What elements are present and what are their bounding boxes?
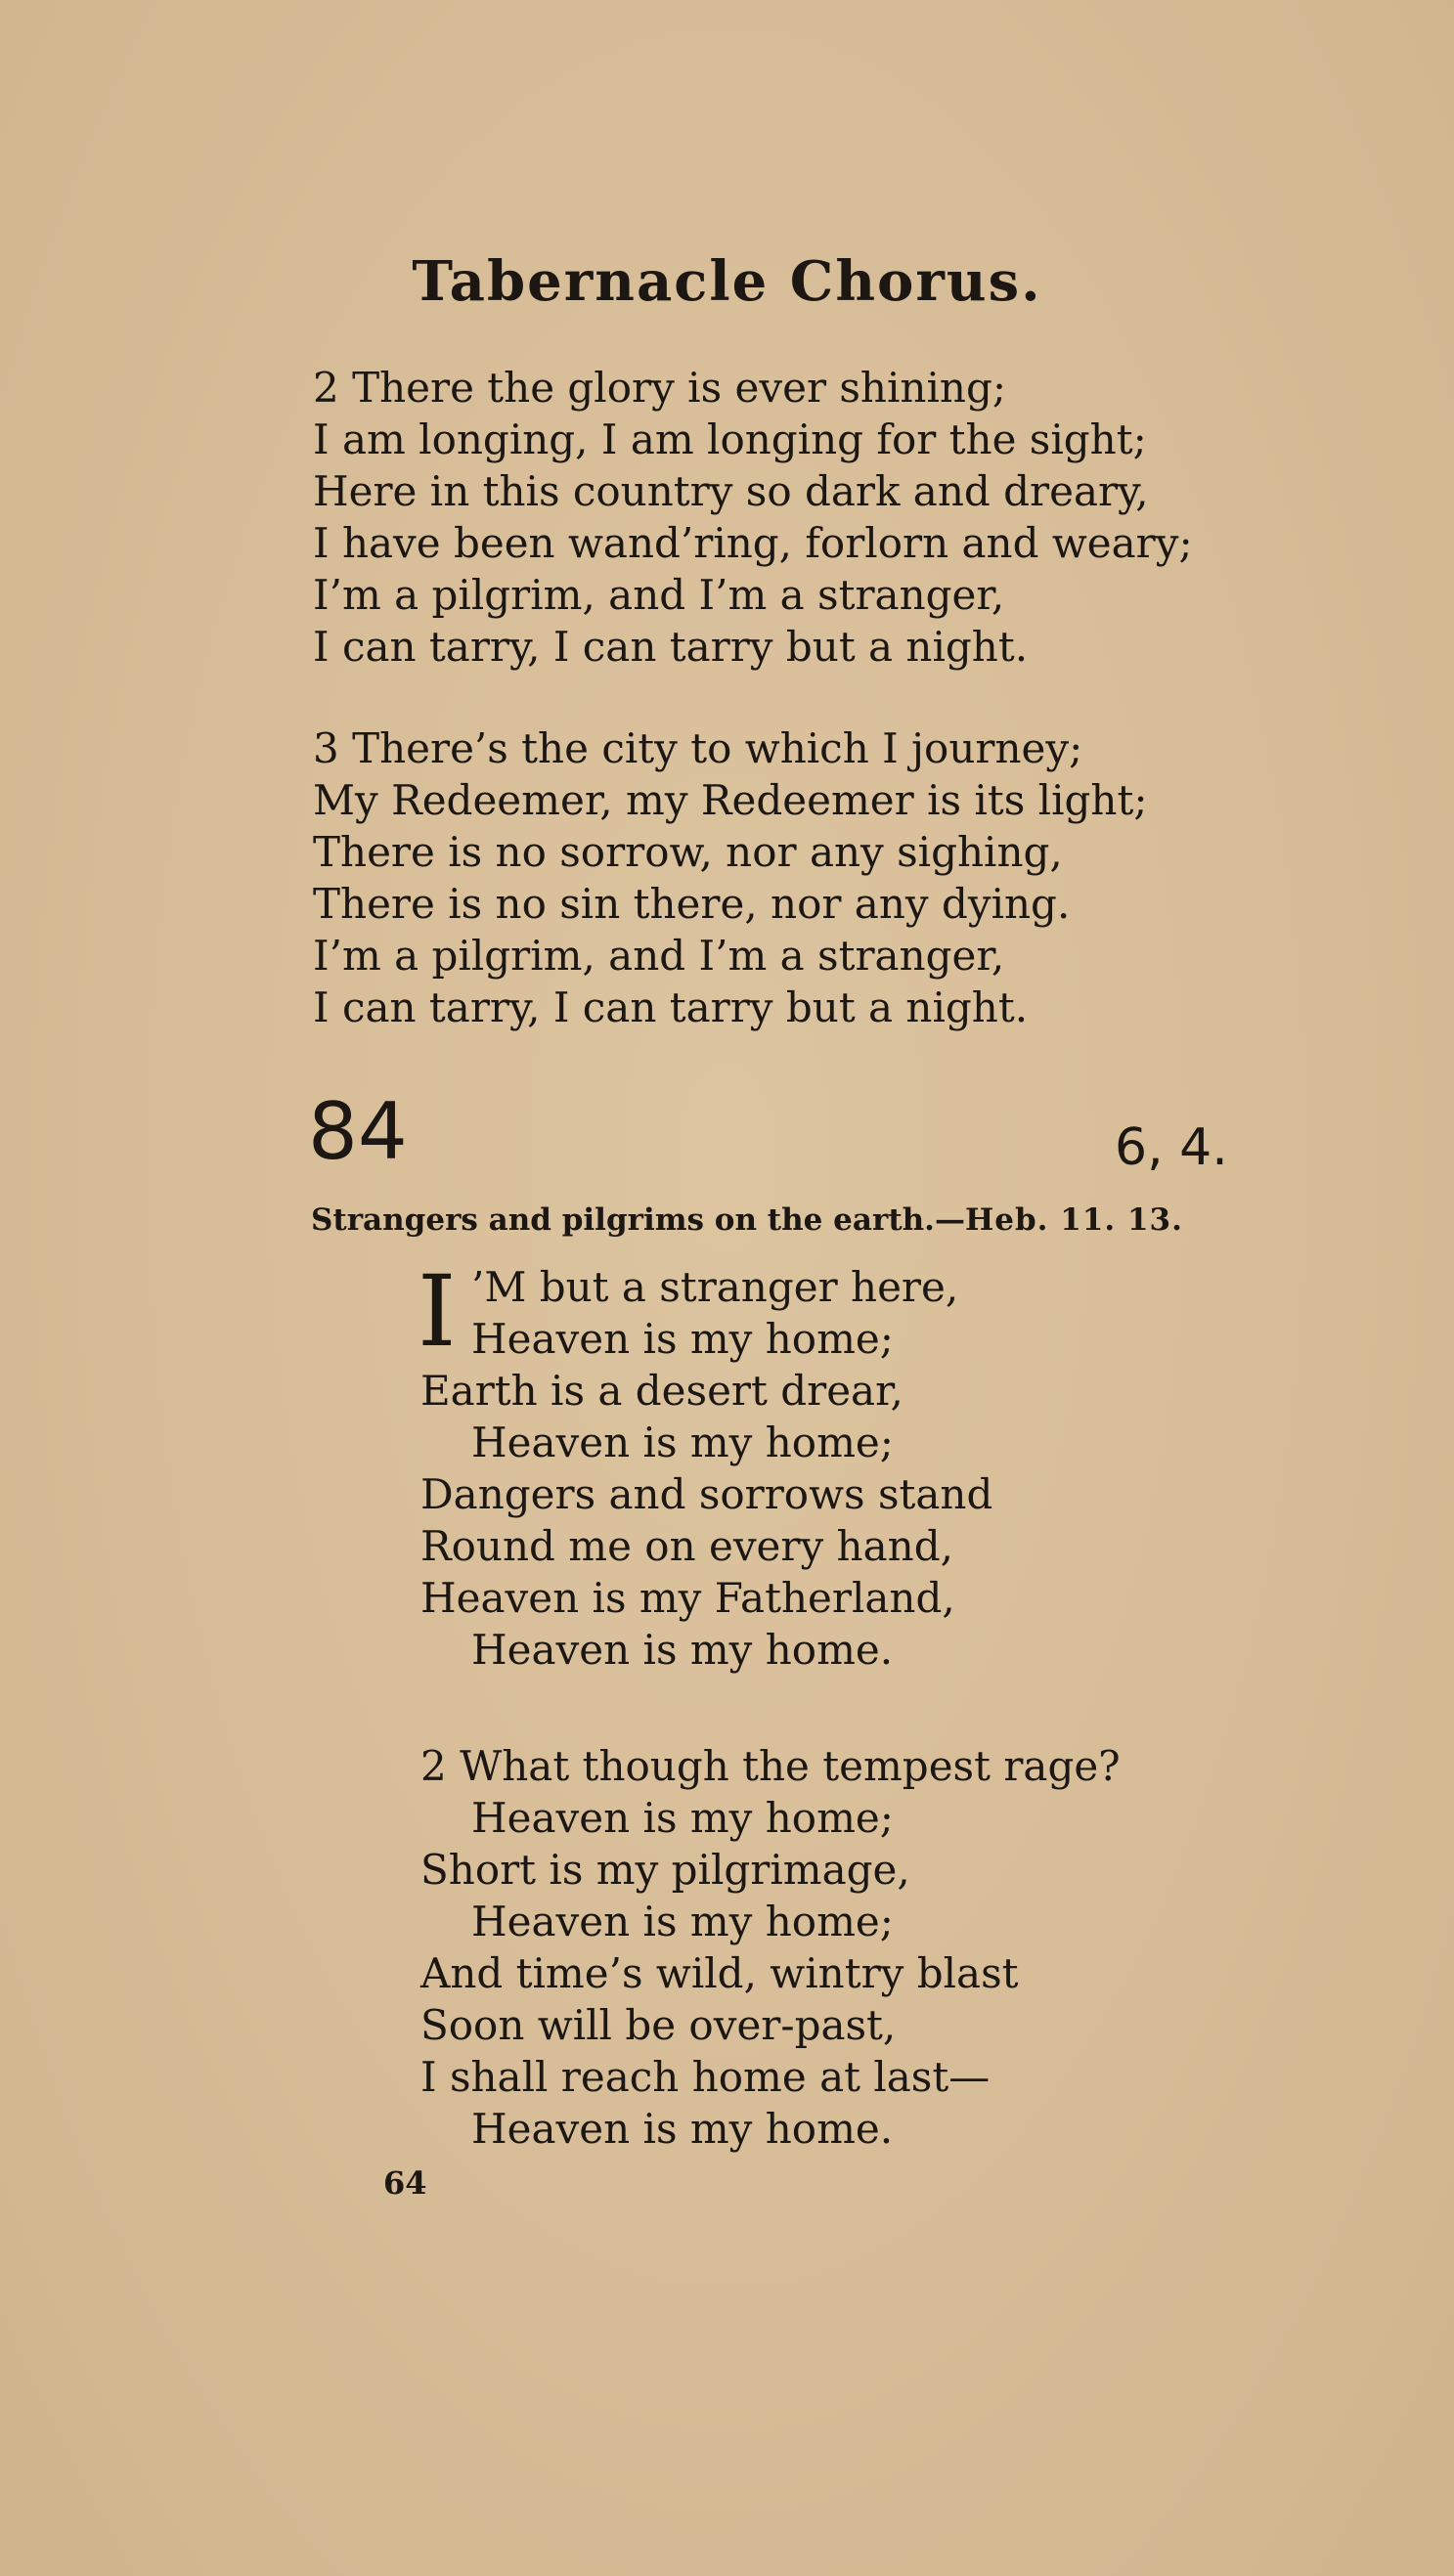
verse-line: There is no sorrow, nor any sighing, <box>313 828 1063 876</box>
first-line-with-dropcap <box>418 1254 992 1369</box>
verse-line: Round me on every hand, <box>420 1522 953 1570</box>
verse-line: Heaven is my Fatherland, <box>420 1574 955 1622</box>
verse-line: There is no sin there, nor any dying. <box>313 880 1071 928</box>
verse-line: I can tarry, I can tarry but a night. <box>313 623 1029 671</box>
verse-line: I’m a pilgrim, and I’m a stranger, <box>313 571 1005 619</box>
hymn-84-stanza-1 <box>418 1254 993 1676</box>
verse-line: Dangers and sorrows stand <box>420 1470 993 1518</box>
verse-line: And time’s wild, wintry blast <box>420 1949 1019 1997</box>
verse-line: Here in this country so dark and dreary, <box>313 467 1149 515</box>
epigraph-reference: Heb. 11. 13. <box>964 1202 1183 1238</box>
verse-line: 2 What though the tempest rage? <box>420 1742 1121 1790</box>
verse-line: Heaven is my home; <box>471 1794 894 1842</box>
hymn-84-stanza-2 <box>420 1740 1121 2155</box>
verse-line: Heaven is my home; <box>471 1419 894 1466</box>
running-head: Tabernacle Chorus. <box>412 249 1042 314</box>
verse-line: I shall reach home at last— <box>420 2053 991 2101</box>
verse-line: 3 There’s the city to which I journey; <box>313 724 1083 772</box>
verse-line: ’M but a stranger here, <box>471 1263 959 1311</box>
verse-line: I’m a pilgrim, and I’m a stranger, <box>313 932 1005 980</box>
verse-line: Heaven is my home. <box>471 1626 894 1674</box>
previous-hymn-stanza-3 <box>313 722 1147 1033</box>
drop-cap: I <box>418 1254 457 1369</box>
previous-hymn-stanza-2 <box>313 362 1193 673</box>
scripture-epigraph <box>311 1201 1183 1240</box>
verse-line: My Redeemer, my Redeemer is its light; <box>313 776 1148 824</box>
epigraph-text: Strangers and pilgrims on the earth.— <box>311 1202 965 1238</box>
verse-line: I have been wand’ring, forlorn and weary; <box>313 519 1193 567</box>
verse-line: I can tarry, I can tarry but a night. <box>313 983 1029 1031</box>
verse-line: Earth is a desert drear, <box>420 1367 903 1415</box>
page-number: 64 <box>383 2164 427 2202</box>
verse-line: Heaven is my home; <box>471 1315 894 1363</box>
verse-line: 2 There the glory is ever shining; <box>313 364 1006 412</box>
verse-line: Short is my pilgrimage, <box>420 1846 910 1894</box>
hymn-number: 84 <box>308 1086 408 1177</box>
verse-line: Soon will be over-past, <box>420 2001 897 2049</box>
hymn-meter: 6, 4. <box>1115 1118 1228 1177</box>
verse-line: Heaven is my home; <box>471 1898 894 1945</box>
verse-line: Heaven is my home. <box>471 2105 894 2153</box>
verse-line: I am longing, I am longing for the sight; <box>313 415 1147 463</box>
